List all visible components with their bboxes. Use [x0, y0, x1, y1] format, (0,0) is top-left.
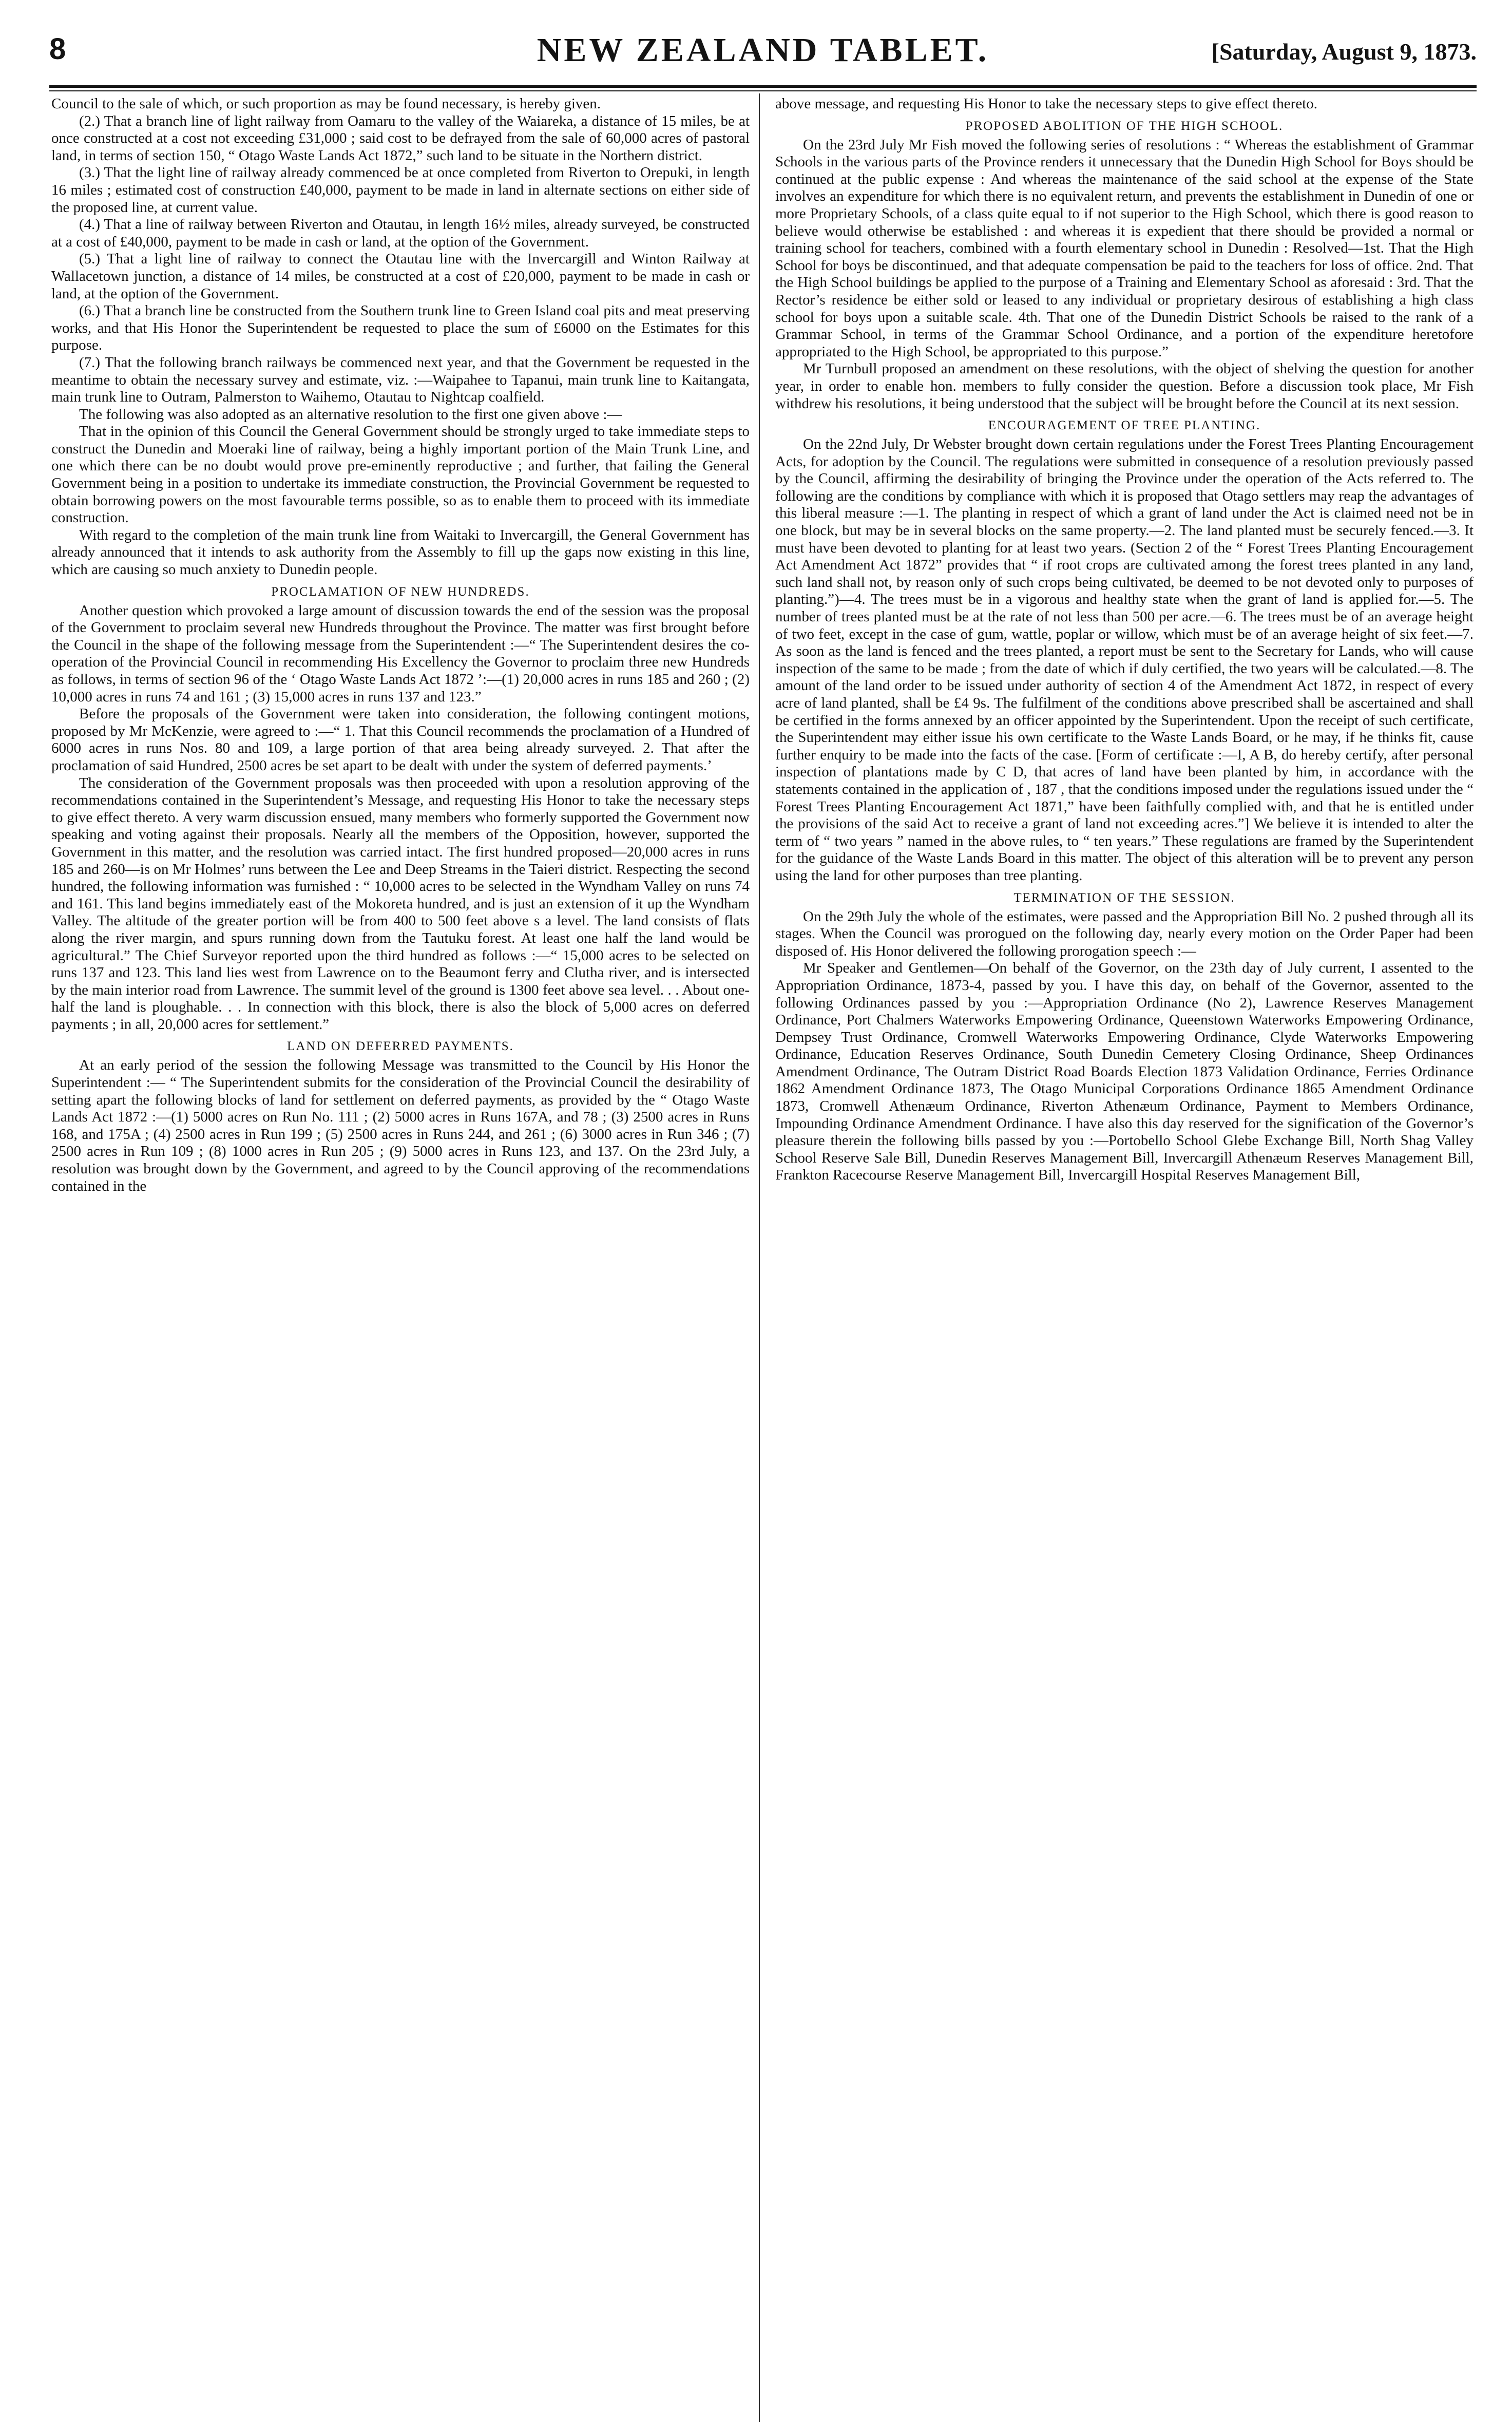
paragraph: On the 23rd July Mr Fish moved the following series of resolutions : “ Whereas the establishment of Grammar Schools in the various parts of the Province renders it unnecessary that the Dunedin High School for Boys should be continued at the public expense : And whereas the maintenance of the said school at the expense of the State involves an expenditure for which there is no equivalent return, and prevents the establishment in Dunedin of one or more Proprietary Schools, of a class quite equal to if not superior to the High School, which there is good reason to believe would otherwise be established : and whereas it is expedient that there should be provided a normal or training school for teachers, combined with a fourth elementary school in Dunedin : Resolved—1st. That the High School for boys be discontinued, and that adequate compensation be paid to the teachers for loss of office. 2nd. That the High School buildings be applied to the purpose of a Training and Elementary School as aforesaid : 3rd. That the Rector’s residence be either sold or leased to any individual or proprietary desirous of establishing a high class school for boys upon a suitable scale. 4th. That one of the Dunedin District Schools be raised to the rank of a Grammar School, in terms of the Grammar School Ordinance, and a portion of the expenditure heretofore appropriated to the High School, be appropriated to this purpose.”: [775, 136, 1473, 360]
header-rule-thin: [49, 90, 1477, 91]
page-number: 8: [49, 32, 66, 66]
section-heading: LAND ON DEFERRED PAYMENTS.: [287, 1039, 514, 1054]
paragraph: Council to the sale of which, or such proportion as may be found necessary, is hereby given.: [51, 96, 601, 112]
section-heading: PROCLAMATION OF NEW HUNDREDS.: [271, 584, 530, 599]
paragraph: (4.) That a line of railway between Riverton and Otautau, in length 16½ miles, already surveyed, be constructed at a cost of £40,000, payment to be made in cash or land, at the option of the Government.: [51, 216, 750, 250]
paragraph: (3.) That the light line of railway already commenced be at once completed from Riverton to Orepuki, in length 16 miles ; estimated cost of construction £40,000, payment to be made in land in alternate sections on either side of the proposed line, at current value.: [51, 164, 750, 216]
masthead-title: NEW ZEALAND TABLET.: [537, 31, 989, 69]
paragraph: With regard to the completion of the main trunk line from Waitaki to Invercargill, the General Government has already announced that it intends to ask authority from the Assembly to fill up the gaps now existing in this line, which are causing so much anxiety to Dunedin people.: [51, 526, 750, 578]
paragraph: The consideration of the Government proposals was then proceeded with upon a resolution approving of the recommendations contained in the Superintendent’s Message, and requesting His Honor to take the necessary steps to give effect thereto. A very warm discussion ensued, many members who formerly supported the Government now speaking and voting against their proposals. Nearly all the members of the Opposition, however, supported the Government in this matter, and the resolution was carried intact. The first hundred proposed—20,000 acres in runs 185 and 260—is on Mr Holmes’ runs between the Lee and Deep Streams in the Taieri district. Respecting the second hundred, the following information was furnished : “ 10,000 acres to be selected in the Wyndham Valley on runs 74 and 161. This land begins immediately east of the Mokoreta hundred, and is just an extension of it up the Wyndham Valley. The altitude of the greater portion will be from 400 to 500 feet above s a level. The land consists of flats along the river margin, and spurs running down from the Tautuku forest. At least one half the land would be agricultural.” The Chief Surveyor reported upon the third hundred as follows :—“ 15,000 acres to be selected on runs 137 and 123. This land lies west from Lawrence on to the Beaumont ferry and Clutha river, and is intersected by the main interior road from Lawrence. The summit level of the ground is 1300 feet above sea level. . . About one-half the land is ploughable. . . In connection with this block, there is also the block of 5,000 acres on deferred payments ; in all, 20,000 acres for settlement.”: [51, 774, 750, 1033]
paragraph: On the 29th July the whole of the estimates, were passed and the Appropriation Bill No. 2 pushed through all its stages. When the Council was prorogued on the following day, nearly every motion on the Order Paper had been disposed of. His Honor delivered the following prorogation speech :—: [775, 908, 1473, 959]
column-divider: [759, 93, 760, 2422]
paragraph: On the 22nd July, Dr Webster brought down certain regulations under the Forest Trees Planting Encouragement Acts, for adoption by the Council. The regulations were submitted in consequence of a resolution previously passed by the Council, affirming the desirability of bringing the Province under the operation of the Acts referred to. The following are the conditions by compliance with which it is proposed that Otago settlers may reap the advantages of this liberal measure :—1. The planting in respect of which a grant of land under the Act is claimed need not be in one block, but may be in several blocks on the same property.—2. The land planted must be securely fenced.—3. It must have been devoted to planting for at least two years. (Section 2 of the “ Forest Trees Planting Encouragement Act Amendment Act 1872” provides that “ if root crops are cultivated among the forest trees planted in any land, such land shall not, by reason only of such crops being cultivated, be deemed to be not devoted only to purposes of planting.”)—4. The trees must be in a vigorous and healthy state when the grant of land is applied for.—5. The number of trees planted must be at the rate of not less than 500 per acre.—6. The trees must be of an average height of two feet, except in the case of gum, wattle, poplar or willow, which must be of an average height of six feet.—7. As soon as the land is fenced and the trees planted, a report must be sent to the Secretary for Lands, who will cause inspection of the same to be made ; from the date of which if duly certified, the two years will be calculated.—8. The amount of the land order to be issued under authority of section 4 of the Amendment Act 1872, in respect of every acre of land planted, shall be £4 9s. The fulfilment of the conditions above prescribed shall be ascertained and shall be certified in the forms annexed by an officer appointed by the Superintendent. Upon the receipt of such certificate, the Superintendent may either issue his own certificate to the Waste Lands Board, or he may, if he thinks fit, cause further enquiry to be made into the facts of the case. [Form of certificate :—I, A B, do hereby certify, after personal inspection of plantations made by C D, that acres of land have been planted by him, in accordance with the statements contained in the application of , 187 , that the conditions imposed under the regulations issued under the “ Forest Trees Planting Encouragement Act 1871,” have been faithfully complied with, and that he is entitled under the provisions of the said Act to receive a grant of land not exceeding acres.”] We believe it is intended to alter the term of “ two years ” named in the above rules, to “ ten years.” These regulations are framed by the Superintendent for the guidance of the Waste Lands Board in this matter. The object of this alteration will be to prevent any person using the land for other purposes than tree planting.: [775, 436, 1473, 884]
paragraph: Another question which provoked a large amount of discussion towards the end of the session was the proposal of the Government to proclaim several new Hundreds throughout the Province. The matter was first brought before the Council in the shape of the following message from the Superintendent :—“ The Superintendent desires the co-operation of the Provincial Council in recommending His Excellency the Governor to proclaim three new Hundreds as follows, in terms of section 96 of the ‘ Otago Waste Lands Act 1872 ’:—(1) 20,000 acres in runs 185 and 260 ; (2) 10,000 acres in runs 74 and 161 ; (3) 15,000 acres in runs 137 and 123.”: [51, 602, 750, 705]
paragraph: above message, and requesting His Honor to take the necessary steps to give effect thereto.: [775, 96, 1318, 112]
section-heading: PROPOSED ABOLITION OF THE HIGH SCHOOL.: [965, 119, 1284, 133]
section-heading: TERMINATION OF THE SESSION.: [1013, 890, 1235, 905]
paragraph: Before the proposals of the Government were taken into consideration, the following contingent motions, proposed by Mr McKenzie, were agreed to :—“ 1. That this Council recommends the proclamation of a Hundred of 6000 acres in runs Nos. 80 and 109, a large portion of that area being already surveyed. 2. That after the proclamation of said Hundred, 2500 acres be set apart to be dealt with under the system of deferred payments.’: [51, 706, 750, 774]
paragraph: Mr Turnbull proposed an amendment on these resolutions, with the object of shelving the question for another year, in order to enable hon. members to fully consider the question. Before a discussion took place, Mr Fish withdrew his resolutions, it being understood that the subject will be brought before the Council at its next session.: [775, 360, 1473, 412]
left-column: [51, 96, 750, 2419]
section-heading: ENCOURAGEMENT OF TREE PLANTING.: [988, 419, 1261, 433]
paragraph: That in the opinion of this Council the General Government should be strongly urged to take immediate steps to construct the Dunedin and Moeraki line of railway, being a highly important portion of the Main Trunk Line, and one which there can be no doubt would prove pre-eminently reproductive ; and further, that failing the General Government being in a position to undertake its immediate construction, the Provincial Government be requested to obtain borrowing powers on the most favourable terms possible, so as to enable them to proceed with its immediate construction.: [51, 423, 750, 526]
page-header: [49, 31, 1477, 80]
paragraph: (6.) That a branch line be constructed from the Southern trunk line to Green Island coal pits and meat preserving works, and that His Honor the Superintendent be requested to place the sum of £6000 on the Estimates for this purpose.: [51, 302, 750, 354]
issue-date: [Saturday, August 9, 1873.: [1211, 39, 1477, 65]
paragraph: Mr Speaker and Gentlemen—On behalf of the Governor, on the 23th day of July current, I assented to the Appropriation Ordinance, 1873-4, passed by you. I have this day, on behalf of the Governor, assented to the following Ordinances passed by you :—Appropriation Ordinance (No 2), Lawrence Reserves Management Ordinance, Port Chalmers Waterworks Empowering Ordinance, Queenstown Waterworks Empowering Ordinance, Dempsey Trust Ordinance, Cromwell Waterworks Empowering Ordinance, Clyde Waterworks Empowering Ordinance, Education Reserves Ordinance, South Dunedin Cemetery Closing Ordinance, Sheep Ordinances Amendment Ordinance, The Outram District Road Boards Election 1873 Validation Ordinance, Ferries Ordinance 1862 Amendment Ordinance 1873, The Otago Municipal Corporations Ordinance 1865 Amendment Ordinance 1873, Cromwell Athenæum Ordinance, Riverton Athenæum Ordinance, Payment to Members Ordinance, Impounding Ordinance Amendment Ordinance. I have also this day reserved for the signification of the Governor’s pleasure therein the following bills passed by you :—Portobello School Glebe Exchange Bill, North Shag Valley School Reserve Sale Bill, Dunedin Reserves Management Bill, Invercargill Athenæum Reserves Management Bill, Frankton Racecourse Reserve Management Bill, Invercargill Hospital Reserves Management Bill,: [775, 960, 1473, 1184]
paragraph: (7.) That the following branch railways be commenced next year, and that the Government be requested in the meantime to obtain the necessary survey and estimate, viz. :—Waipahee to Tapanui, main trunk line to Kaitangata, main trunk line to Outram, Palmerston to Waihemo, Otautau to Nightcap coalfield.: [51, 354, 750, 406]
paragraph: (5.) That a light line of railway to connect the Otautau line with the Invercargill and Winton Railway at Wallacetown junction, a distance of 14 miles, be constructed at a cost of £20,000, payment to be made in cash or land, at the option of the Government.: [51, 251, 750, 302]
paragraph: The following was also adopted as an alternative resolution to the first one given above :—: [79, 406, 622, 423]
paragraph: (2.) That a branch line of light railway from Oamaru to the valley of the Waiareka, a distance of 15 miles, be at once constructed at a cost not exceeding £31,000 ; said cost to be defrayed from the sale of 60,000 acres of pastoral land, in terms of section 150, “ Otago Waste Lands Act 1872,” such land to be situate in the Northern district.: [51, 112, 750, 164]
header-rule-thick: [49, 85, 1477, 88]
paragraph: At an early period of the session the following Message was transmitted to the Council by His Honor the Superintendent :— “ The Superintendent submits for the consideration of the Provincial Council the desirability of setting apart the following blocks of land for settlement on deferred payments, as provided by the “ Otago Waste Lands Act 1872 :—(1) 5000 acres on Run No. 111 ; (2) 5000 acres in Runs 167A, and 78 ; (3) 2500 acres in Runs 168, and 175A ; (4) 2500 acres in Run 199 ; (5) 2500 acres in Runs 244, and 261 ; (6) 3000 acres in Run 346 ; (7) 2500 acres in Run 109 ; (8) 1000 acres in Run 205 ; (9) 5000 acres in Runs 123, and 137. On the 23rd July, a resolution was brought down by the Government, and agreed to by the Council approving of the recommendations contained in the: [51, 1057, 750, 1194]
right-column: [775, 96, 1473, 2419]
